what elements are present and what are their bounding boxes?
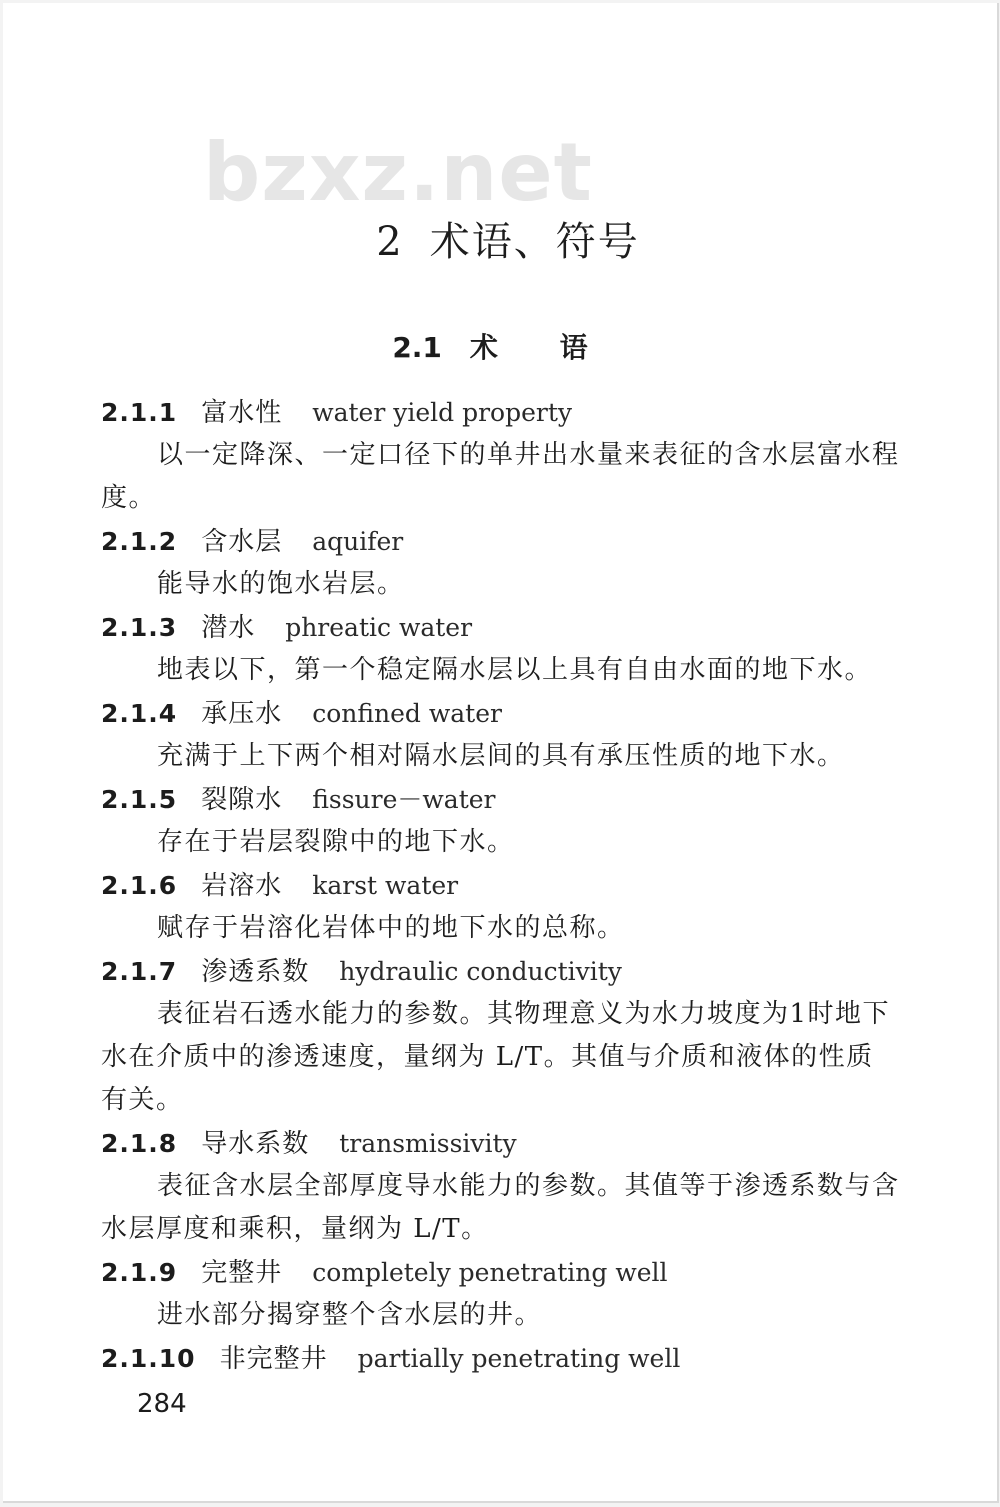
term-heading bbox=[101, 866, 458, 906]
term-number: 2.1.2 bbox=[101, 527, 178, 556]
term-english: water yield property bbox=[312, 398, 573, 427]
term-heading bbox=[101, 1124, 517, 1164]
term-heading bbox=[101, 694, 502, 734]
term-number: 2.1.4 bbox=[101, 699, 178, 728]
term-definition: 赋存于岩溶化岩体中的地下水的总称。 bbox=[157, 913, 625, 943]
term-heading bbox=[101, 780, 495, 820]
term-chinese: 富水性 bbox=[201, 398, 283, 428]
term-english: completely penetrating well bbox=[312, 1258, 668, 1287]
term-definition: 以一定降深、一定口径下的单井出水量来表征的含水层富水程度。 bbox=[101, 440, 900, 513]
term-chinese: 含水层 bbox=[201, 527, 283, 557]
page-number: 284 bbox=[137, 1389, 187, 1419]
chapter-title bbox=[3, 217, 999, 267]
term-definition: 能导水的饱水岩层。 bbox=[157, 569, 405, 599]
term-heading bbox=[101, 393, 572, 433]
term-english: karst water bbox=[312, 871, 459, 900]
term-heading bbox=[101, 952, 622, 992]
term-definition: 表征岩石透水能力的参数。其物理意义为水力坡度为1时地下水在介质中的渗透速度，量纲为 L/T。其值与介质和液体的性质有关。 bbox=[101, 999, 891, 1115]
document-page bbox=[3, 3, 999, 1503]
term-number: 2.1.5 bbox=[101, 785, 178, 814]
term-heading bbox=[101, 1253, 668, 1293]
term-definition: 表征含水层全部厚度导水能力的参数。其值等于渗透系数与含水层厚度和乘积，量纲为 L/T。 bbox=[101, 1171, 900, 1244]
section-number: 2.1 bbox=[392, 331, 442, 364]
term-definition: 存在于岩层裂隙中的地下水。 bbox=[157, 827, 515, 857]
term-chinese: 导水系数 bbox=[201, 1129, 310, 1159]
term-number: 2.1.10 bbox=[101, 1344, 196, 1373]
term-definition: 进水部分揭穿整个含水层的井。 bbox=[157, 1300, 543, 1330]
term-chinese: 潜水 bbox=[201, 613, 256, 643]
chapter-number: 2 bbox=[376, 219, 404, 265]
term-english: aquifer bbox=[312, 527, 404, 556]
term-english: confined water bbox=[312, 699, 502, 728]
term-number: 2.1.1 bbox=[101, 398, 178, 427]
chapter-title-text: 术语、符号 bbox=[429, 219, 640, 265]
term-english: fissure－water bbox=[312, 785, 496, 814]
section-title bbox=[3, 330, 999, 366]
term-definition: 充满于上下两个相对隔水层间的具有承压性质的地下水。 bbox=[157, 741, 845, 771]
term-definition: 地表以下，第一个稳定隔水层以上具有自由水面的地下水。 bbox=[157, 655, 873, 685]
term-chinese: 裂隙水 bbox=[201, 785, 283, 815]
term-heading bbox=[101, 1339, 680, 1379]
term-heading bbox=[101, 522, 403, 562]
term-chinese: 非完整井 bbox=[219, 1344, 328, 1374]
section-title-text: 术 语 bbox=[469, 331, 614, 364]
term-english: partially penetrating well bbox=[357, 1344, 681, 1373]
term-english: transmissivity bbox=[339, 1129, 517, 1158]
term-chinese: 承压水 bbox=[201, 699, 283, 729]
term-number: 2.1.6 bbox=[101, 871, 178, 900]
term-heading bbox=[101, 608, 472, 648]
watermark-logo: bzxz.net bbox=[203, 126, 593, 219]
term-english: hydraulic conductivity bbox=[339, 957, 622, 986]
term-chinese: 渗透系数 bbox=[201, 957, 310, 987]
term-chinese: 岩溶水 bbox=[201, 871, 283, 901]
term-number: 2.1.9 bbox=[101, 1258, 178, 1287]
term-number: 2.1.7 bbox=[101, 957, 178, 986]
term-number: 2.1.3 bbox=[101, 613, 178, 642]
term-number: 2.1.8 bbox=[101, 1129, 178, 1158]
term-chinese: 完整井 bbox=[201, 1258, 283, 1288]
term-english: phreatic water bbox=[285, 613, 473, 642]
